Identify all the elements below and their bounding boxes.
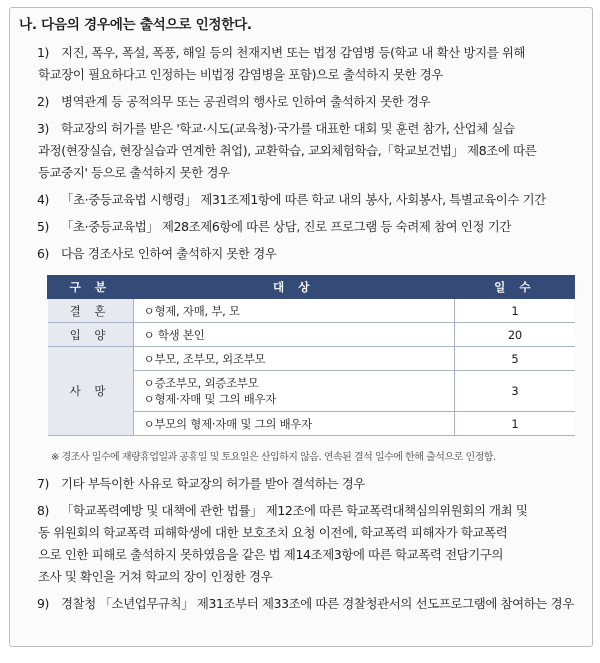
object-text: ㅇ부모, 조부모, 외조부모 (143, 351, 266, 366)
list-item (19, 243, 580, 265)
row-category: 사 망 (48, 347, 134, 436)
list-item (19, 118, 580, 184)
item-number: 5) (37, 219, 50, 234)
item-text-line: 학교장이 필요하다고 인정하는 비법정 감염병을 포함)으로 출석하지 못한 경우 (38, 67, 444, 82)
item-number: 4) (37, 192, 50, 207)
row-days: 1 (454, 299, 575, 323)
item-number: 8) (37, 503, 50, 518)
list-item (19, 500, 580, 588)
table-row (48, 299, 576, 323)
row-object (133, 371, 454, 412)
item-text-line: 「학교폭력예방 및 대책에 관한 법률」 제12조에 따른 학교폭력대책심의위원회의 개최 및 (61, 503, 528, 518)
row-category: 결 혼 (48, 299, 134, 323)
item-text-line: 병역관계 등 공적의무 또는 공권력의 행사로 인하여 출석하지 못한 경우 (61, 94, 431, 109)
item-text-line: 지진, 폭우, 폭설, 폭풍, 해일 등의 천재지변 또는 법정 감염병 등(학교 내 확산 방지를 위해 (61, 45, 526, 60)
item-text-line: 경찰청 「소년업무규칙」 제31조부터 제33조에 따른 경찰청관서의 선도프로그램에 참여하는 경우 (61, 596, 574, 611)
object-text: ㅇ증조부모, 외증조부모 (143, 376, 259, 390)
header-category: 구 분 (48, 275, 134, 299)
list-item (19, 593, 580, 615)
row-days: 20 (454, 323, 575, 347)
table-row (48, 323, 576, 347)
document-page (9, 7, 593, 647)
section-heading: 나. 다음의 경우에는 출석으로 인정한다. (19, 17, 252, 33)
item-text-line: 「초·중등교육법」 제28조제6항에 따른 상담, 진로 프로그램 등 숙려제 참여 인정 기간 (61, 219, 511, 234)
item-text-line: 다음 경조사로 인하여 출석하지 못한 경우 (61, 246, 277, 261)
object-text: ㅇ부모의 형제·자매 및 그의 배우자 (143, 416, 312, 431)
item-text-line: 학교장의 허가를 받은 '학교·시도(교육청)·국가를 대표한 대회 및 훈련 참가, 산업체 실습 (61, 121, 515, 136)
item-text-line: 과정(현장실습, 현장실습과 연계한 취업), 교환학습, 교외체험학습,「학교보건법」 제8조에 따른 (38, 143, 537, 158)
item-number: 6) (37, 246, 50, 261)
item-list-bottom (19, 473, 580, 615)
table-footnote: ※ 경조사 일수에 재량휴업일과 공휴일 및 토요일은 산입하지 않음. 연속된 결석 일수에 한해 출석으로 인정함. (51, 452, 496, 463)
row-object (133, 412, 454, 436)
list-item (19, 42, 580, 86)
list-item (19, 91, 580, 113)
row-category: 입 양 (48, 323, 134, 347)
row-object (133, 299, 454, 323)
item-text-line: 「초·중등교육법 시행령」 제31조제1항에 따른 학교 내의 봉사, 사회봉사, 특별교육이수 기간 (61, 192, 546, 207)
item-number: 3) (37, 121, 50, 136)
object-text: ㅇ 학생 본인 (143, 327, 205, 342)
header-days: 일 수 (454, 275, 575, 299)
item-text-line: 기타 부득이한 사유로 학교장의 허가를 받아 결석하는 경우 (61, 476, 365, 491)
item-text-line: 등교중지' 등으로 출석하지 못한 경우 (38, 165, 230, 180)
item-number: 7) (37, 476, 50, 491)
condolence-table (47, 275, 575, 436)
item-text-line: 으로 인한 피해로 출석하지 못하였음을 같은 법 제14조제3항에 따른 학교폭력 전담기구의 (38, 547, 504, 562)
row-days: 3 (454, 371, 575, 412)
row-object (133, 347, 454, 371)
header-object: 대 상 (133, 275, 454, 299)
item-list-top (19, 42, 580, 265)
object-text: ㅇ형제·자매 및 그의 배우자 (143, 392, 277, 406)
item-number: 2) (37, 94, 50, 109)
row-days: 5 (454, 347, 575, 371)
object-text: ㅇ형제, 자매, 부, 모 (143, 303, 240, 318)
item-text-line: 동 위원회의 학교폭력 피해학생에 대한 보호조치 요청 이전에, 학교폭력 피해자가 학교폭력 (38, 525, 508, 540)
row-days: 1 (454, 412, 575, 436)
list-item (19, 216, 580, 238)
table-row (48, 347, 576, 371)
row-object (133, 323, 454, 347)
table-header-row (48, 275, 576, 299)
item-text-line: 조사 및 확인을 거쳐 학교의 장이 인정한 경우 (38, 569, 273, 584)
item-number: 9) (37, 596, 50, 611)
list-item (19, 473, 580, 495)
list-item (19, 189, 580, 211)
item-number: 1) (37, 45, 50, 60)
